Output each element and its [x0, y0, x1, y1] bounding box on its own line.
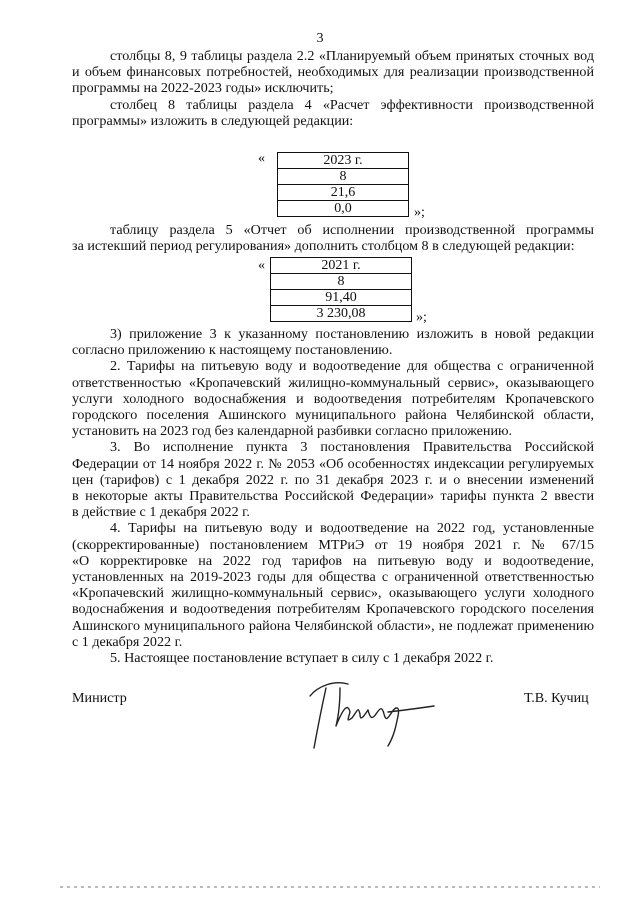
table-cell: 8 — [278, 169, 409, 185]
text-line: 5. Настоящее постановление вступает в силу с 1 декабря 2022 г. — [110, 650, 494, 667]
values-table-2023 — [277, 152, 409, 217]
text-line: городского поселения Ашинского муниципального района Челябинской области, — [72, 407, 594, 424]
table-cell: 91,40 — [271, 290, 412, 306]
table-open-quote: « — [258, 257, 266, 273]
signatory-position: Министр — [72, 690, 127, 706]
text-line: программы на 2022-2023 годы» исключить; — [72, 80, 334, 97]
text-line: «Кропачевский жилищно-коммунальный сервис», оказывающего услуги холодного — [72, 585, 594, 602]
table-close-quote: »; — [416, 309, 427, 325]
table-close-quote: »; — [414, 204, 425, 220]
text-line: 4. Тарифы на питьевую воду и водоотведение на 2022 год, установленные — [110, 520, 594, 537]
table-row — [271, 306, 412, 322]
table-row — [271, 258, 412, 274]
text-line: таблицу раздела 5 «Отчет об исполнении производственной программы — [110, 222, 594, 238]
table-row — [278, 201, 409, 217]
text-line: водоснабжения и водоотведения потребителям Кропачевского городского поселения — [72, 601, 594, 618]
text-line: и объем финансовых потребностей, необходимых для реализации производственной — [72, 64, 594, 81]
table-row — [278, 153, 409, 169]
handwritten-signature — [288, 666, 438, 756]
table-cell: 3 230,08 — [271, 306, 412, 322]
signatory-name: Т.В. Кучиц — [524, 690, 589, 706]
page-number: 3 — [316, 30, 324, 46]
text-line: цен (тарифов) с 1 декабря 2022 г. по 31 декабря 2023 г. и о внесении изменений — [72, 471, 594, 488]
table-open-quote: « — [258, 150, 266, 166]
text-line: с 1 декабря 2022 г. — [72, 633, 183, 650]
text-line: в действие с 1 декабря 2022 г. — [72, 504, 250, 521]
text-line: столбец 8 таблицы раздела 4 «Расчет эффективности производственной — [110, 96, 594, 113]
table-row — [271, 274, 412, 290]
values-table-2021 — [270, 257, 412, 322]
text-line: (скорректированные) постановлением МТРиЭ от 19 ноября 2021 г. № 67/15 — [72, 536, 594, 553]
text-line: программы» изложить в следующей редакции: — [72, 112, 354, 129]
text-line: установить на 2023 год без календарной разбивки согласно приложению. — [72, 423, 513, 440]
text-line: столбцы 8, 9 таблицы раздела 2.2 «Планируемый объем принятых сточных вод — [110, 48, 594, 64]
paragraph-block-3 — [72, 326, 594, 666]
text-line: услуги холодного водоснабжения и водоотведения потребителям Кропачевского — [72, 390, 594, 407]
paragraph-block-1 — [72, 48, 594, 129]
text-line: за истекший период регулирования» дополнить столбцом 8 в следующей редакции: — [72, 238, 575, 255]
table-row — [271, 290, 412, 306]
text-line: Ашинского муниципального района Челябинской области», не подлежат применению — [72, 617, 594, 634]
text-line: «О корректировке на 2022 год тарифов на питьевую воду и водоотведение, — [72, 552, 594, 569]
table-cell: 0,0 — [278, 201, 409, 217]
table-cell: 2023 г. — [278, 153, 409, 169]
table-cell: 21,6 — [278, 185, 409, 201]
text-line: Федерации от 14 ноября 2022 г. № 2053 «Об особенностях индексации регулируемых — [72, 455, 594, 472]
text-line: согласно приложению к настоящему постановлению. — [72, 342, 393, 359]
text-line: ответственностью «Кропачевский жилищно-коммунальный сервис», оказывающего — [72, 374, 594, 391]
scan-edge-artifact — [60, 886, 600, 888]
paragraph-block-2 — [72, 222, 594, 254]
text-line: в некоторые акты Правительства Российской Федерации» тарифы пункта 2 ввести — [72, 488, 594, 505]
text-line: 3) приложение 3 к указанному постановлению изложить в новой редакции — [110, 326, 594, 342]
text-line: 3. Во исполнение пункта 3 постановления Правительства Российской — [110, 439, 594, 456]
table-row — [278, 185, 409, 201]
table-row — [278, 169, 409, 185]
table-cell: 8 — [271, 274, 412, 290]
text-line: 2. Тарифы на питьевую воду и водоотведение для общества с ограниченной — [110, 358, 594, 375]
table-cell: 2021 г. — [271, 258, 412, 274]
text-line: установленных на 2019-2023 годы для общества с ограниченной ответственностью — [72, 569, 594, 586]
